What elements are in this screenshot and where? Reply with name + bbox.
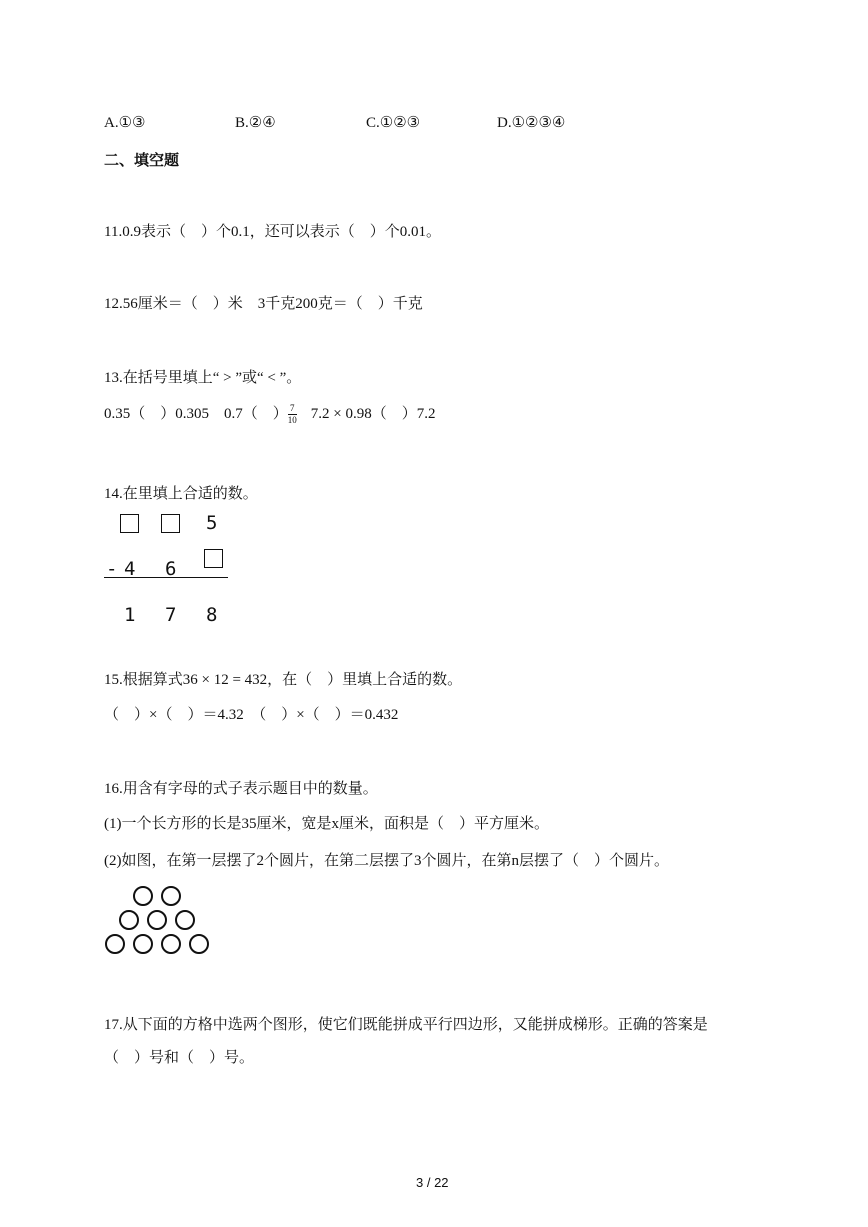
question-17-line1: 17.从下面的方格中选两个图形，使它们既能拼成平行四边形，又能拼成梯形。正确的答案是 [104,1017,708,1033]
circle [189,934,209,954]
option-c [366,113,420,132]
circle [175,910,195,930]
option-d [497,113,565,132]
question-16-sub1: (1)一个长方形的长是35厘米，宽是x厘米，面积是（ ）平方厘米。 [104,816,549,832]
question-13-prompt: 13.在括号里填上“ > ”或“ < ”。 [104,370,302,386]
blank-box[interactable] [120,514,139,533]
option-a [104,113,146,132]
option-a-letter: A. [104,115,119,131]
question-11: 11.0.9表示（ ）个0.1，还可以表示（ ）个0.01。 [104,224,441,240]
question-15-prompt: 15.根据算式36 × 12 = 432，在（ ）里填上合适的数。 [104,672,463,688]
circle [133,934,153,954]
option-a-value: ①③ [118,115,146,131]
option-b [235,113,276,132]
question-13-line [104,402,435,426]
digit-mid: 6 [165,558,177,580]
question-13-part2: 7.2 × 0.98（ ）7.2 [310,406,436,422]
option-c-value: ①②③ [379,115,421,131]
question-12: 12.56厘米＝（ ）米 3千克200克＝（ ）千克 [104,296,423,312]
question-16-sub2: (2)如图，在第一层摆了2个圆片，在第二层摆了3个圆片，在第n层摆了（ ）个圆片。 [104,853,669,869]
minus-sign: - [106,558,118,580]
option-d-value: ①②③④ [511,115,566,131]
question-14-prompt: 14.在里填上合适的数。 [104,486,258,502]
question-17-line2: （ ）号和（ ）号。 [104,1050,255,1066]
circle [133,886,153,906]
option-d-letter: D. [497,115,512,131]
fraction-numerator: 7 [288,403,297,415]
fraction-denominator: 10 [287,415,297,426]
digit-bottom: 1 [124,604,136,626]
circle [119,910,139,930]
circle [161,934,181,954]
sum-line [104,577,228,578]
blank-box[interactable] [161,514,180,533]
blank-box[interactable] [204,549,223,568]
circle [105,934,125,954]
digit-bottom: 7 [165,604,177,626]
question-16-prompt: 16.用含有字母的式子表示题目中的数量。 [104,781,378,797]
option-b-value: ②④ [248,115,276,131]
fraction-7-10 [288,403,297,426]
option-b-letter: B. [235,115,249,131]
circle [161,886,181,906]
option-c-letter: C. [366,115,380,131]
question-13-part1: 0.35（ ）0.305 0.7（ ） [104,406,288,422]
question-15-line: （ ）×（ ）＝4.32 （ ）×（ ）＝0.432 [104,707,399,723]
digit-bottom: 8 [206,604,218,626]
digit-mid: 4 [124,558,136,580]
circle [147,910,167,930]
section-title: 二、填空题 [104,153,180,169]
digit-top: 5 [206,512,218,534]
page-number: 3 / 22 [416,1175,449,1190]
